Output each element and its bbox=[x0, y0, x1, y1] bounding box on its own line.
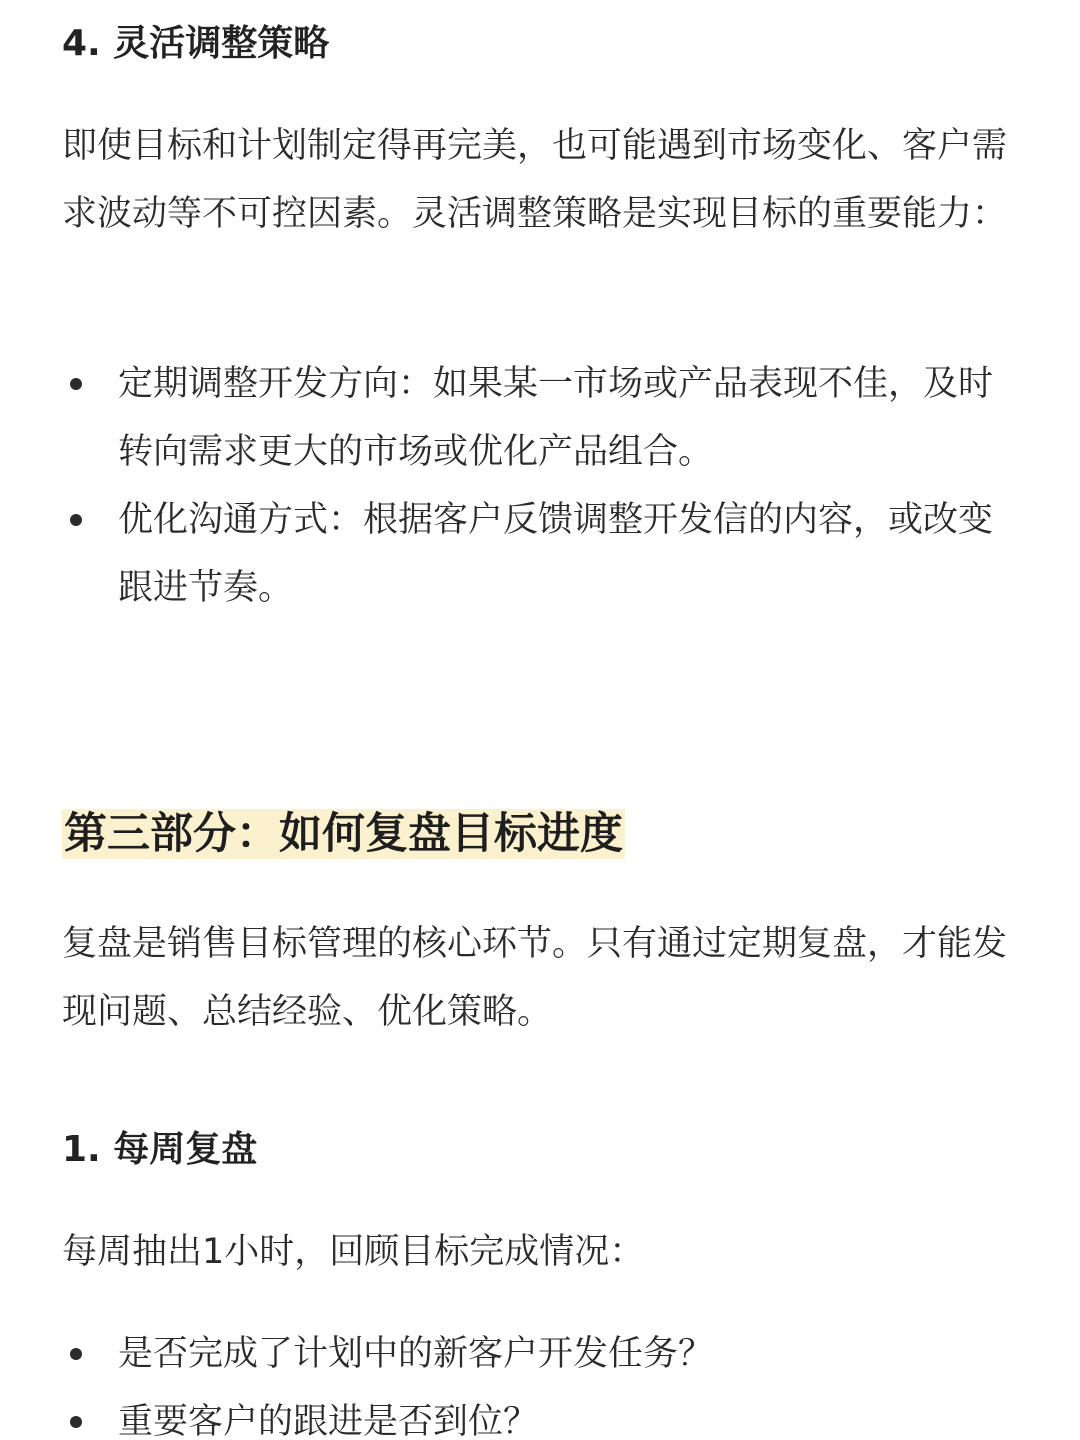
paragraph-flexible-strategy: 即使目标和计划制定得再完美，也可能遇到市场变化、客户需求波动等不可控因素。灵活调整策略是实现目标的重要能力： bbox=[62, 126, 1008, 234]
list-item-text: 优化沟通方式：根据客户反馈调整开发信的内容，或改变跟进节奏。 bbox=[118, 500, 994, 608]
list-item bbox=[62, 1320, 1022, 1388]
bullet-dot-icon bbox=[70, 1416, 82, 1428]
list-item-text: 定期调整开发方向：如果某一市场或产品表现不佳，及时转向需求更大的市场或优化产品组合。 bbox=[118, 364, 994, 472]
list-item bbox=[62, 350, 1022, 486]
bullet-dot-icon bbox=[70, 1348, 82, 1360]
paragraph-review-intro: 复盘是销售目标管理的核心环节。只有通过定期复盘，才能发现问题、总结经验、优化策略。 bbox=[62, 924, 1008, 1032]
list-item-text: 重要客户的跟进是否到位？ bbox=[118, 1402, 539, 1440]
part-heading-review-progress bbox=[62, 806, 625, 862]
bullet-list-flexible-strategy bbox=[62, 350, 1022, 622]
section-heading-weekly-review: 1. 每周复盘 bbox=[62, 1129, 258, 1170]
list-item-text: 是否完成了计划中的新客户开发任务？ bbox=[118, 1334, 714, 1374]
bullet-list-weekly-review bbox=[62, 1320, 1022, 1440]
section-heading-flexible-strategy: 4. 灵活调整策略 bbox=[62, 23, 330, 64]
paragraph-weekly-review: 每周抽出1小时，回顾目标完成情况： bbox=[62, 1232, 645, 1272]
bullet-dot-icon bbox=[70, 514, 82, 526]
highlighted-heading-text: 第三部分：如何复盘目标进度 bbox=[64, 809, 623, 859]
bullet-dot-icon bbox=[70, 378, 82, 390]
list-item bbox=[62, 486, 1022, 622]
list-item bbox=[62, 1388, 1022, 1440]
